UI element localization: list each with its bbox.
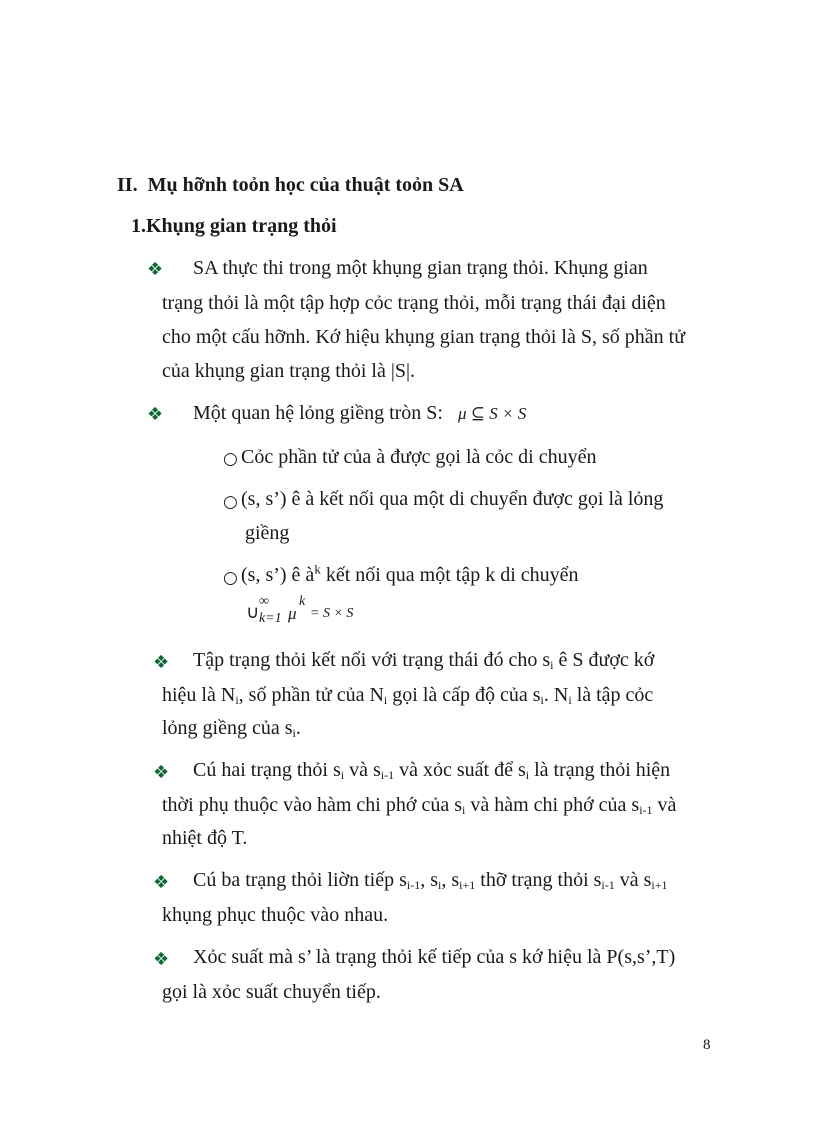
b4-sub-i: i xyxy=(461,803,466,817)
b5-t5: và s xyxy=(614,869,652,891)
b3-sub-i: i xyxy=(383,693,388,707)
b4-sub-im1: i-1 xyxy=(380,768,395,782)
sub-item-2-line-2: giềng xyxy=(245,522,290,544)
b4-t2: và s xyxy=(344,759,381,781)
sub-item-3 xyxy=(241,561,579,587)
union-formula xyxy=(246,596,446,632)
b1-line-4: của khụng gian trạng thỏi là |S|. xyxy=(162,360,415,382)
subsection-title: Khụng gian trạng thỏi xyxy=(146,215,337,237)
b4-t7: và xyxy=(652,794,677,816)
circle-bullet-icon: ○ xyxy=(223,449,238,469)
subsection-number: 1. xyxy=(131,215,146,237)
b4-t6: và hàm chi phớ của s xyxy=(465,794,640,816)
bullet-diamond-icon: ❖ xyxy=(153,872,170,893)
b5-sub-i: i xyxy=(438,878,442,892)
circle-bullet-icon: ○ xyxy=(223,492,238,512)
section-number: II. xyxy=(117,174,138,196)
b5-sub-im1: i-1 xyxy=(601,878,615,892)
b3-t1: Tập trạng thỏi kết nối với trạng thái đó cho s xyxy=(193,649,551,671)
bullet-diamond-icon: ❖ xyxy=(147,259,164,280)
b5-sub-ip1: i+1 xyxy=(651,878,668,892)
b3-sub-i: i xyxy=(540,693,544,707)
sub-item-2-line-1: (s, s’) ê à kết nối qua một di chuyển được gọi là lỏng xyxy=(241,488,664,510)
section-heading xyxy=(117,174,464,197)
bullet-diamond-icon: ❖ xyxy=(153,949,170,970)
bullet-diamond-icon: ❖ xyxy=(153,652,170,673)
b5-sub-im1: i-1 xyxy=(406,878,421,892)
b3-t5: gọi là cấp độ của s xyxy=(387,684,541,706)
b4-t5: thời phụ thuộc vào hàm chi phớ của s xyxy=(162,794,462,816)
b2-text: Một quan hệ lỏng giềng tròn S: xyxy=(193,402,443,424)
b1-line-1: SA thực thi trong một khụng gian trạng thỏi. Khụng gian xyxy=(193,257,648,279)
b1-line-2: trạng thỏi là một tập hợp cỏc trạng thỏi, mỗi trạng thái đại diện xyxy=(162,292,666,314)
b3-sub-i: i xyxy=(568,693,572,707)
b3-sub-i: i xyxy=(292,726,296,740)
b6-line-1: Xỏc suất mà s’ là trạng thỏi kế tiếp của s kớ hiệu là P(s,s’,T) xyxy=(193,946,676,968)
b3-sub-i: i xyxy=(235,693,239,707)
b4-sub-i: i xyxy=(525,768,530,782)
b5-t2: , s xyxy=(420,869,439,891)
sub-item-3-sup: k xyxy=(314,561,321,577)
b3-line-3 xyxy=(162,717,301,740)
b6-line-2: gọi là xỏc suất chuyển tiếp. xyxy=(162,981,381,1003)
b5-line-1 xyxy=(193,869,668,892)
circle-bullet-icon: ○ xyxy=(223,568,238,588)
sub-item-3-post: kết nối qua một tập k di chuyển xyxy=(320,564,579,586)
b3-line-2 xyxy=(162,684,653,707)
sub-item-3-pre: (s, s’) ê à xyxy=(241,564,315,586)
b3-line-1 xyxy=(193,649,654,672)
b3-t4: , số phần tử của N xyxy=(238,684,384,706)
b3-t9: . xyxy=(295,717,301,739)
union-symbol: ∪ xyxy=(246,602,260,623)
b2-formula: μ ⊆ S × S xyxy=(457,404,527,423)
formula-k: k xyxy=(299,594,306,609)
b5-t1: Cú ba trạng thỏi liờn tiếp s xyxy=(193,869,407,891)
b4-t1: Cú hai trạng thỏi s xyxy=(193,759,341,781)
b3-t6: . N xyxy=(543,684,569,706)
b3-t2: ê S được kớ xyxy=(553,649,655,671)
b4-line-2 xyxy=(162,794,676,817)
b4-line-3: nhiệt độ T. xyxy=(162,827,248,849)
b5-sub-ip1: i+1 xyxy=(459,878,476,892)
b1-line-3: cho một cấu hỡnh. Kớ hiệu khụng gian trạng thỏi là S, số phần tử xyxy=(162,326,686,348)
b4-sub-i: i xyxy=(340,768,345,782)
union-upper: ∞ xyxy=(259,594,269,609)
b5-t4: thỡ trạng thỏi s xyxy=(475,869,602,891)
b4-sub-im1: i-1 xyxy=(639,803,653,817)
bullet-diamond-icon: ❖ xyxy=(153,762,170,783)
b5-line-2: khụng phục thuộc vào nhau. xyxy=(162,904,389,926)
bullet-diamond-icon: ❖ xyxy=(147,404,164,425)
b2-line xyxy=(193,402,526,425)
b3-sub-i: i xyxy=(550,658,554,672)
section-title: Mụ hỡnh toỏn học của thuật toỏn SA xyxy=(147,174,464,196)
b3-t3: hiệu là N xyxy=(162,684,236,706)
b3-t7: là tập cỏc xyxy=(571,684,654,706)
union-lower: k=1 xyxy=(259,611,282,626)
subsection-heading xyxy=(131,215,337,238)
b4-t3: và xỏc suất để s xyxy=(394,759,526,781)
sub-item-1: Cỏc phần tử của à được gọi là cỏc di chuyển xyxy=(241,446,597,468)
b5-t3: , s xyxy=(441,869,460,891)
b4-line-1 xyxy=(193,759,670,782)
formula-mu: μ xyxy=(288,604,297,623)
b4-t4: là trạng thỏi hiện xyxy=(529,759,671,781)
page-number: 8 xyxy=(703,1037,711,1053)
formula-rest: = S × S xyxy=(310,606,354,621)
b3-t8: lỏng giềng của s xyxy=(162,717,293,739)
